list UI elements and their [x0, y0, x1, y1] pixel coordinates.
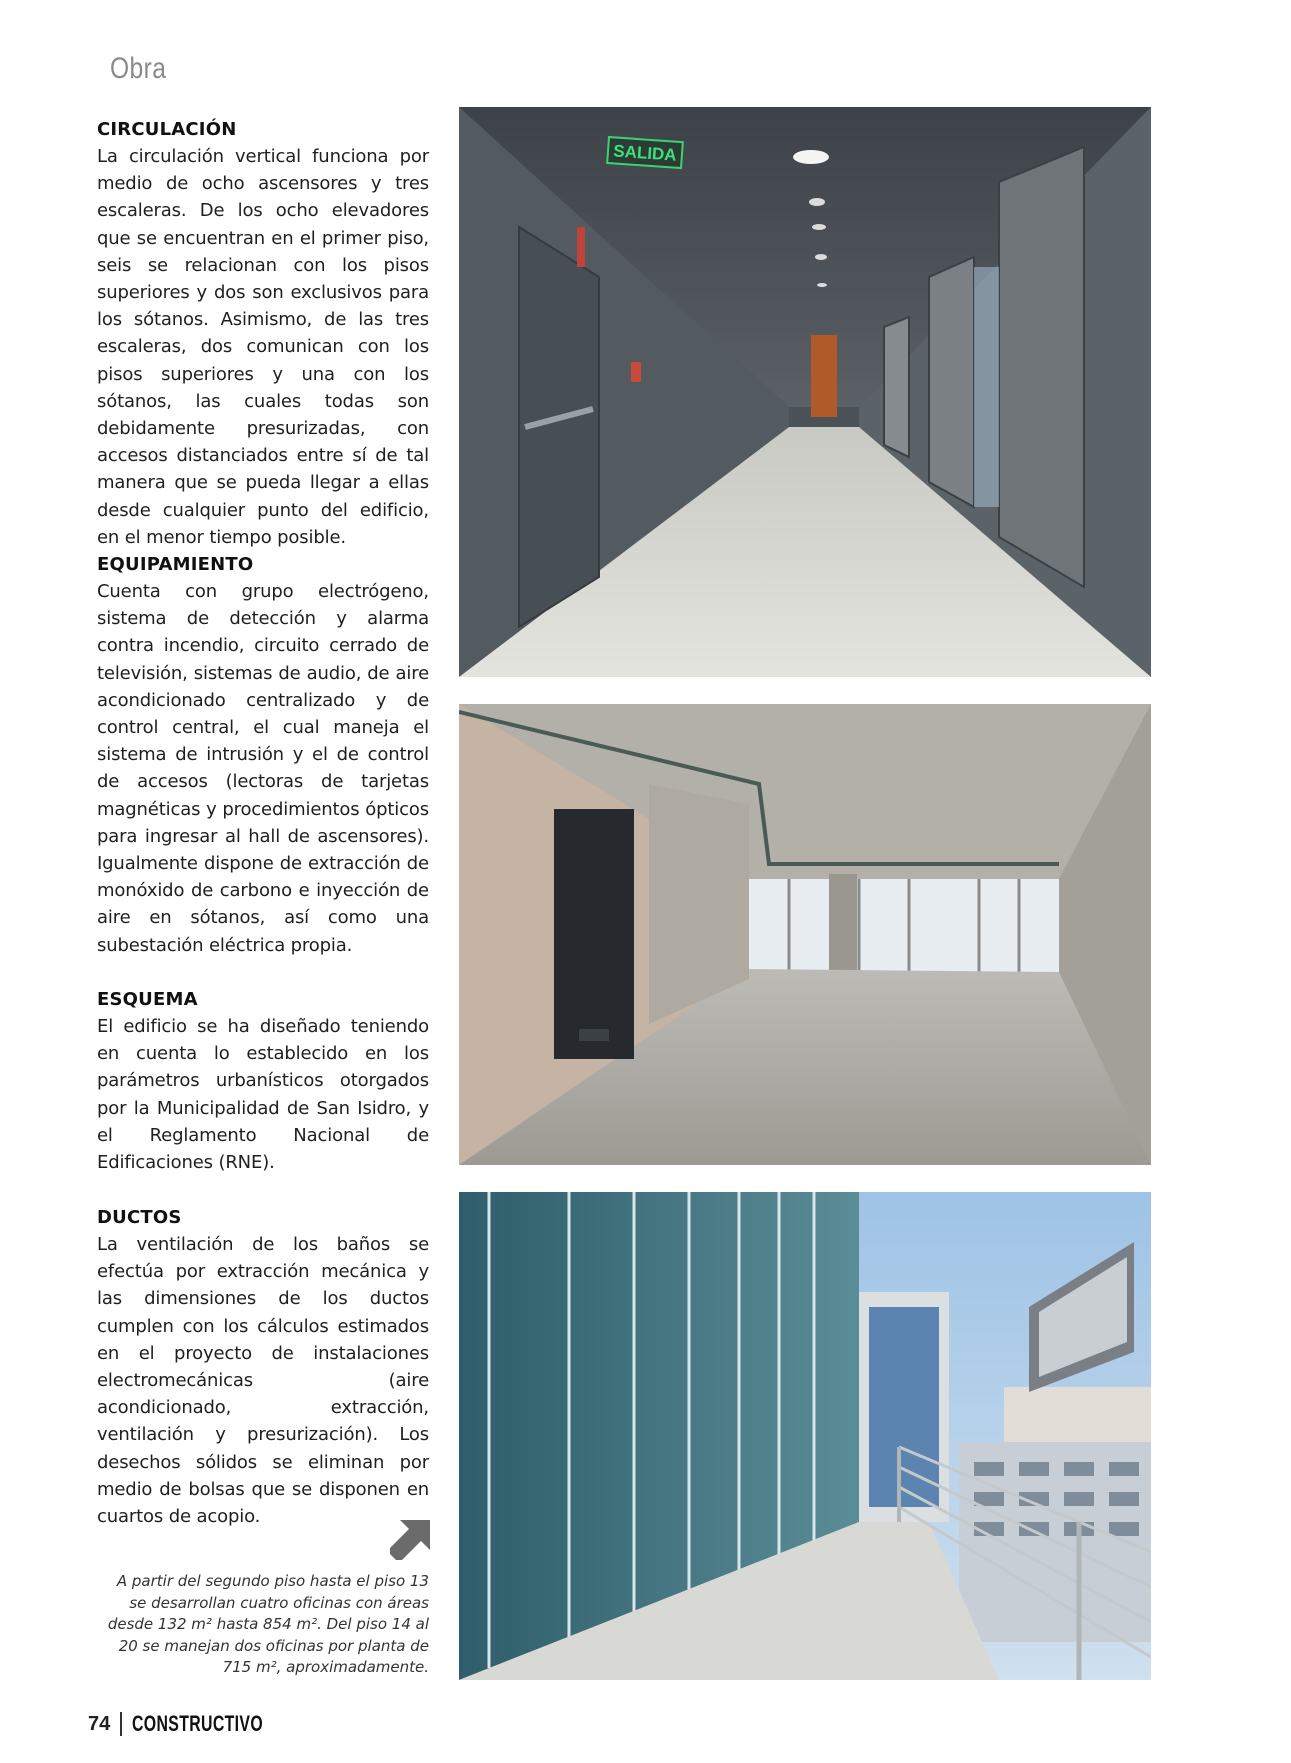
- section-circulacion: [97, 117, 429, 551]
- magazine-name: CONSTRUCTIVO: [131, 1711, 263, 1736]
- section-heading: CIRCULACIÓN: [97, 119, 237, 140]
- photo-office-floor: [459, 704, 1151, 1165]
- section-body: La circulación vertical funciona por medio de ocho ascensores y tres escaleras. De los ocho elevadores que se encuentran en el primer piso, seis se relacionan con los pisos superiores y dos son exclusivos para los sótanos. Asimismo, de las tres escaleras, dos comunican con los pisos superiores y una con los sótanos, las cuales todas son debidamente presurizadas, con accesos distanciados entre sí de tal manera que se pueda llegar a ellas desde cualquier punto del edificio, en el menor tiempo posible.: [97, 146, 429, 548]
- page-footer: [88, 1710, 314, 1738]
- section-ductos: [97, 1205, 429, 1530]
- section-heading: ESQUEMA: [97, 989, 198, 1010]
- photo-corridor: [459, 107, 1151, 677]
- exit-sign-text: SALIDA: [612, 141, 678, 165]
- photo-caption: A partir del segundo piso hasta el piso 13 se desarrollan cuatro oficinas con áreas desde 132 m² hasta 854 m². Del piso 14 al 20 se manejan dos oficinas por planta de 715 m², aproximadamente.: [107, 1572, 429, 1676]
- section-heading: EQUIPAMIENTO: [97, 554, 254, 575]
- footer-divider: [120, 1712, 122, 1736]
- section-label: Obra: [110, 52, 167, 85]
- section-body: Cuenta con grupo electrógeno, sistema de detección y alarma contra incendio, circuito cerrado de televisión, sistemas de audio, de aire acondicionado centralizado y de control central, el cual maneja el sistema de intrusión y el de control de accesos (lectoras de tarjetas magnéticas y procedimientos ópticos para ingresar al hall de ascensores). Igualmente dispone de extracción de monóxido de carbono e inyección de aire en sótanos, así como una subestación eléctrica propia.: [97, 581, 429, 956]
- photo-glass-terrace: [459, 1192, 1151, 1680]
- section-body: La ventilación de los baños se efectúa por extracción mecánica y las dimensiones de los ductos cumplen con los cálculos estimados en el proyecto de instalaciones electromecánicas (aire acondicionado, extracción, ventilación y presurización). Los desechos sólidos se eliminan por medio de bolsas que se disponen en cuartos de acopio.: [97, 1234, 429, 1528]
- section-heading: DUCTOS: [97, 1207, 182, 1228]
- arrow-up-right-icon: [390, 1520, 430, 1560]
- page-number: 74: [88, 1712, 111, 1735]
- section-esquema: [97, 987, 429, 1176]
- section-equipamiento: [97, 552, 429, 959]
- section-body: El edificio se ha diseñado teniendo en cuenta lo establecido en los parámetros urbanísticos otorgados por la Municipalidad de San Isidro, y el Reglamento Nacional de Edificaciones (RNE).: [97, 1016, 429, 1174]
